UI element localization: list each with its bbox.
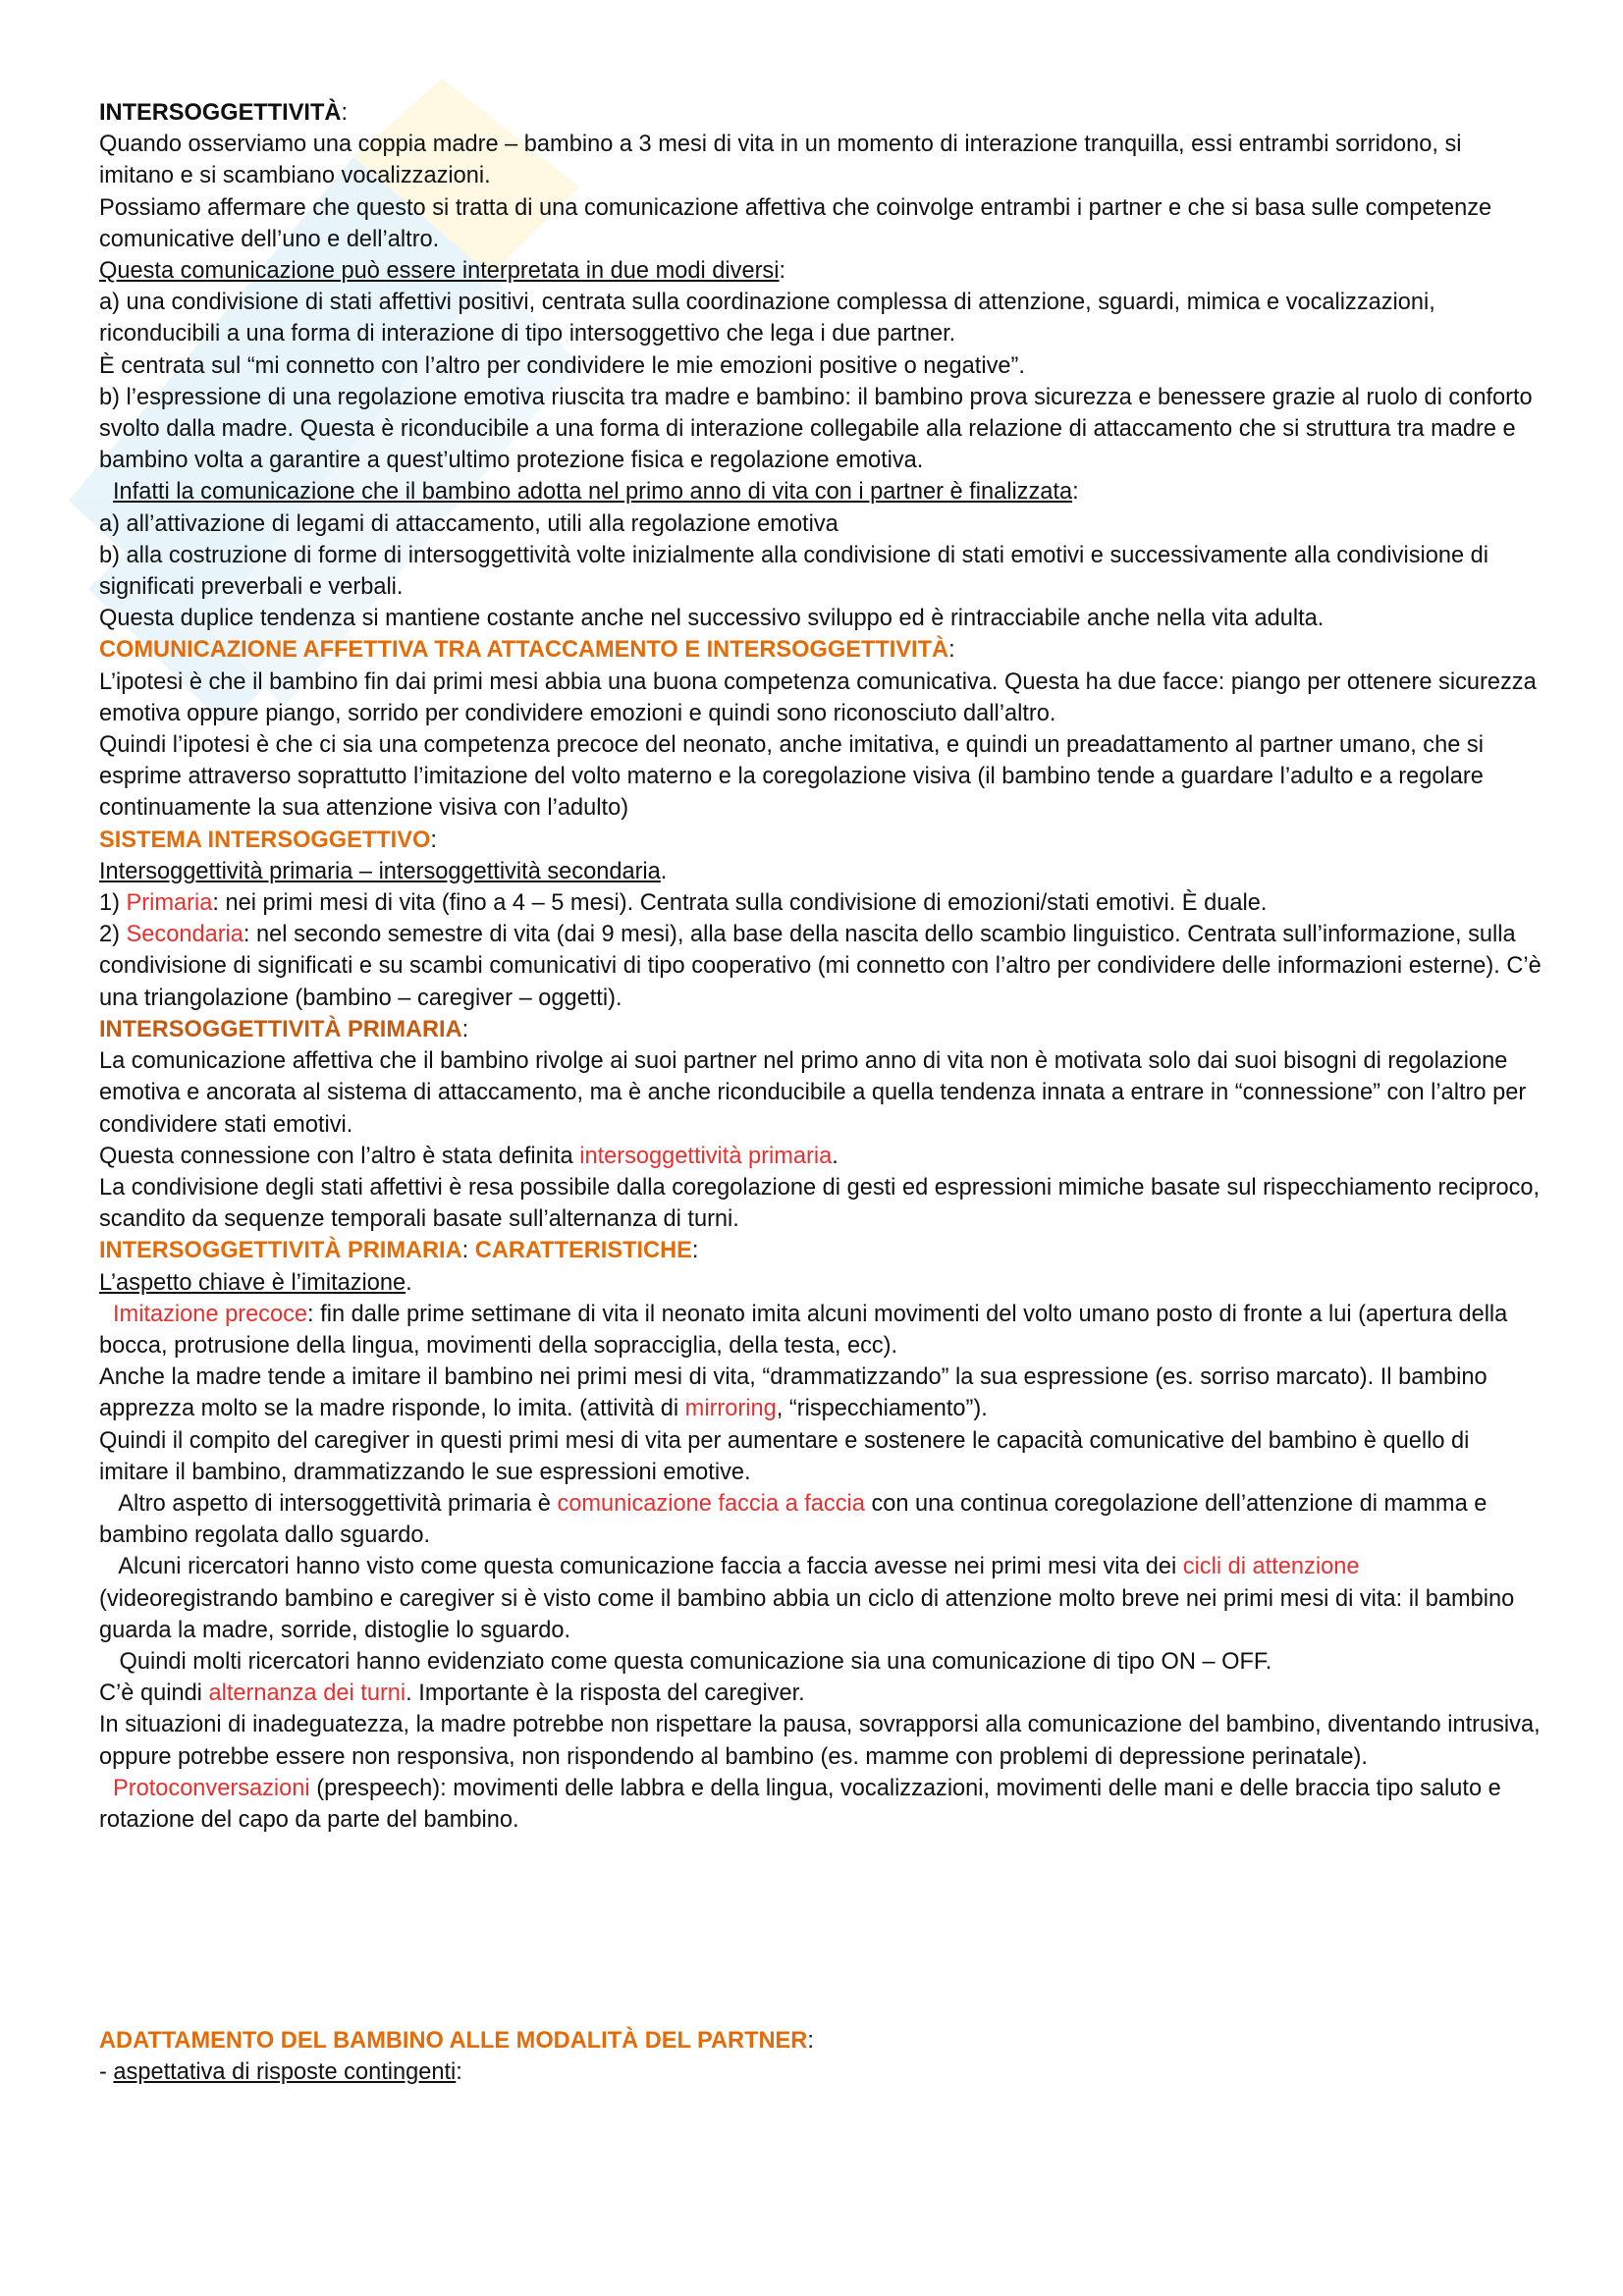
- paragraph: a) all’attivazione di legami di attaccamento, utili alla regolazione emotiva: [99, 510, 839, 537]
- paragraph: Quindi l’ipotesi è che ci sia una competenza precoce del neonato, anche imitativa, e quindi un preadattamento al partner umano, che si esprime attraverso soprattutto l’imitazione del volto materno e la coregolazione visiva (il bambino tende a guardare l’adulto e a regolare continuamente la sua attenzione visiva con l’adulto): [99, 732, 1484, 822]
- list-item: 2) Secondaria: nel secondo semestre di vita (dai 9 mesi), alla base della nascita dello scambio linguistico. Centrata sull’informazione, sulla condivisione di significati e su scambi comunicativi di tipo cooperativo (mi connetto con l’altro per condividere delle informazioni esterne). C’è una triangolazione (bambino – caregiver – oggetti).: [99, 922, 1542, 1011]
- bullet-paragraph: Alcuni ricercatori hanno visto come questa comunicazione faccia a faccia avesse nei primi mesi vita dei cicli di attenzione (videoregistrando bambino e caregiver si è visto come il bambino abbia un ciclo di attenzione molto breve nei primi mesi di vita: il bambino guarda la madre, sorride, distoglie lo sguardo.: [99, 1554, 1515, 1643]
- paragraph: a) una condivisione di stati affettivi positivi, centrata sulla coordinazione complessa di attenzione, sguardi, mimica e vocalizzazioni, riconducibili a una forma di interazione di tipo intersoggettivo che lega i due partner.: [99, 290, 1435, 347]
- paragraph: L’ipotesi è che il bambino fin dai primi mesi abbia una buona competenza comunicativa. Questa ha due facce: piango per ottenere sicurezza emotiva oppure piango, sorrido per condividere emozioni e quindi sono riconosciuto dall’altro.: [99, 668, 1537, 726]
- bullet-paragraph: Imitazione precoce: fin dalle prime settimane di vita il neonato imita alcuni movimenti del volto umano posto di fronte a lui (apertura della bocca, protrusione della lingua, movimenti della sopracciglia, della testa, ecc).: [99, 1301, 1508, 1359]
- bullet-paragraph: Infatti la comunicazione che il bambino adotta nel primo anno di vita con i partner è finalizzata:: [113, 479, 1079, 506]
- paragraph: L’aspetto chiave è l’imitazione.: [99, 1269, 412, 1296]
- paragraph: b) l’espressione di una regolazione emotiva riuscita tra madre e bambino: il bambino prova sicurezza e benessere grazie al ruolo di conforto svolto dalla madre. Questa è riconducibile a una forma di interazione collegabile alla relazione di attaccamento che si struttura tra madre e bambino volta a garantire a quest’ultimo protezione fisica e regolazione emotiva.: [99, 384, 1533, 474]
- document-body: [99, 97, 1542, 2089]
- paragraph: C’è quindi alternanza dei turni. Importante è la risposta del caregiver.: [99, 1681, 805, 1707]
- bullet-paragraph: Protoconversazioni (prespeech): movimenti delle labbra e della lingua, vocalizzazioni, movimenti delle mani e delle braccia tipo saluto e rotazione del capo da parte del bambino.: [99, 1775, 1501, 1833]
- paragraph: Questa comunicazione può essere interpretata in due modi diversi:: [99, 258, 786, 285]
- list-item: 1) Primaria: nei primi mesi di vita (fino a 4 – 5 mesi). Centrata sulla condivisione di emozioni/stati emotivi. È duale.: [99, 890, 1268, 917]
- paragraph: Questa duplice tendenza si mantiene costante anche nel successivo sviluppo ed è rintracciabile anche nella vita adulta.: [99, 606, 1325, 632]
- section-heading-comunicazione-affettiva: COMUNICAZIONE AFFETTIVA TRA ATTACCAMENTO E INTERSOGGETTIVITÀ:: [99, 637, 955, 664]
- paragraph: È centrata sul “mi connetto con l’altro per condividere le mie emozioni positive o negative”.: [99, 352, 1025, 379]
- section-heading-adattamento: ADATTAMENTO DEL BAMBINO ALLE MODALITÀ DEL PARTNER:: [99, 2028, 814, 2055]
- bullet-paragraph: Quindi molti ricercatori hanno evidenziato come questa comunicazione sia una comunicazione di tipo ON – OFF.: [113, 1648, 1272, 1675]
- section-heading-intersoggettivita-primaria: INTERSOGGETTIVITÀ PRIMARIA:: [99, 1016, 469, 1042]
- paragraph: Intersoggettività primaria – intersoggettività secondaria.: [99, 858, 668, 884]
- blank-space: [99, 1836, 1542, 2025]
- bullet-paragraph: Altro aspetto di intersoggettività primaria è comunicazione faccia a faccia con una continua coregolazione dell’attenzione di mamma e bambino regolata dallo sguardo.: [99, 1490, 1488, 1549]
- paragraph: In situazioni di inadeguatezza, la madre potrebbe non rispettare la pausa, sovrapporsi alla comunicazione del bambino, diventando intrusiva, oppure potrebbe essere non responsiva, non rispondendo al bambino (es. mamme con problemi di depressione perinatale).: [99, 1712, 1541, 1770]
- paragraph: Possiamo affermare che questo si tratta di una comunicazione affettiva che coinvolge entrambi i partner e che si basa sulle competenze comunicative dell’uno e dell’altro.: [99, 194, 1492, 252]
- paragraph: La comunicazione affettiva che il bambino rivolge ai suoi partner nel primo anno di vita non è motivata solo dai suoi bisogni di regolazione emotiva e ancorata al sistema di attaccamento, ma è anche riconducibile a quella tendenza innata a entrare in “connessione” con l’altro per condividere stati emotivi.: [99, 1048, 1527, 1138]
- paragraph: La condivisione degli stati affettivi è resa possibile dalla coregolazione di gesti ed espressioni mimiche basate sul rispecchiamento reciproco, scandito da sequenze temporali basate sull’alternanza di turni.: [99, 1174, 1541, 1233]
- section-heading-sistema-intersoggettivo: SISTEMA INTERSOGGETTIVO:: [99, 827, 437, 853]
- paragraph: Anche la madre tende a imitare il bambino nei primi mesi di vita, “drammatizzando” la sua espressione (es. sorriso marcato). Il bambino apprezza molto se la madre risponde, lo imita. (attività di mirroring, “rispecchiamento”).: [99, 1364, 1488, 1422]
- section-heading-intersoggettivita: INTERSOGGETTIVITÀ:: [99, 100, 348, 126]
- paragraph: Quindi il compito del caregiver in questi primi mesi di vita per aumentare e sostenere le capacità comunicative del bambino è quello di imitare il bambino, drammatizzando le sue espressioni emotive.: [99, 1427, 1470, 1485]
- paragraph: Questa connessione con l’altro è stata definita intersoggettività primaria.: [99, 1143, 839, 1169]
- list-item: - aspettativa di risposte contingenti:: [99, 2059, 462, 2086]
- paragraph: Quando osserviamo una coppia madre – bambino a 3 mesi di vita in un momento di interazione tranquilla, essi entrambi sorridono, si imitano e si scambiano vocalizzazioni.: [99, 132, 1462, 189]
- section-heading-caratteristiche: INTERSOGGETTIVITÀ PRIMARIA: CARATTERISTICHE:: [99, 1238, 699, 1264]
- paragraph: b) alla costruzione di forme di intersoggettività volte inizialmente alla condivisione di stati emotivi e successivamente alla condivisione di significati preverbali e verbali.: [99, 542, 1489, 601]
